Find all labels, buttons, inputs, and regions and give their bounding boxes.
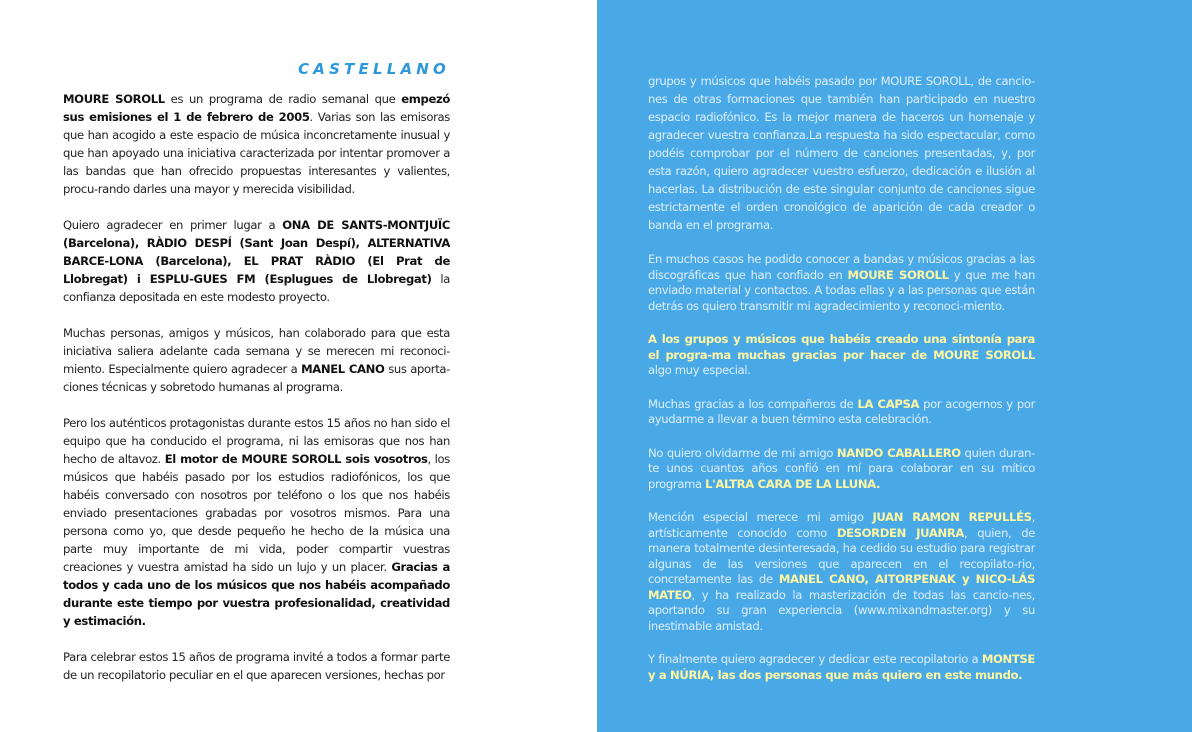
text-run: quien duran-te unos cuantos años confió en mí para colaborar en su mítico programa bbox=[648, 445, 1035, 491]
text-run: , quien, de manera totalmente desinteresada, ha cedido su estudio para registrar algunas de las versiones que aparecen en el recopilato-rio, concretamente las de bbox=[648, 525, 1035, 586]
paragraph bbox=[63, 648, 450, 684]
bold-run: Gracias a todos y cada uno de los músicos que nos habéis acompañado durante este tiempo por vuestra profesionalidad, creatividad y estimación. bbox=[63, 560, 450, 628]
bold-run: MANEL CANO, AITORPENAK y NICO-LÁS MATEO bbox=[648, 572, 1035, 602]
right-text-column bbox=[648, 72, 1035, 701]
text-run: En muchos casos he podido conocer a bandas y músicos gracias a las discográficas que han confiado en bbox=[648, 252, 1035, 282]
bold-run: L'ALTRA CARA DE LA LLUNA. bbox=[705, 476, 881, 491]
paragraph bbox=[648, 652, 1035, 683]
bold-run: ONA DE SANTS-MONTJUÏC (Barcelona), RÀDIO DESPÍ (Sant Joan Despí), ALTERNATIVA BARCE-LONA (Barcelona), EL PRAT RÀDIO (El Prat de Llobregat) i ESPLU-GUES FM (Esplugues de Llobregat) bbox=[63, 218, 451, 286]
paragraph bbox=[63, 90, 450, 198]
paragraph bbox=[63, 216, 450, 306]
text-run: algo muy especial. bbox=[648, 363, 751, 377]
text-run: la confianza depositada en este modesto proyecto. bbox=[63, 272, 450, 304]
paragraph bbox=[648, 446, 1035, 493]
text-run: y que me han enviado material y contactos. A todas ellas y a las personas que están detrás os quiero transmitir mi agradecimiento y reconoci-miento. bbox=[648, 267, 1036, 313]
text-run: . Varias son las emisoras que han acogido a este espacio de música inconcretamente inusual y que han apoyado una iniciativa caracterizada por intentar promover a las bandas que han ofrecido propuestas interesantes y valientes, procu-rando darles una mayor y merecida visibilidad. bbox=[63, 110, 450, 196]
text-run: Y finalmente quiero agradecer y dedicar este recopilatorio a bbox=[648, 652, 982, 666]
bold-run: NANDO CABALLERO bbox=[836, 445, 961, 460]
text-run: sus aporta-ciones técnicas y sobretodo humanas al programa. bbox=[63, 362, 450, 394]
bold-run: empezó sus emisiones el 1 de febrero de 2005 bbox=[63, 92, 450, 124]
text-run: grupos y músicos que habéis pasado por MOURE SOROLL, de cancio-nes de otras formaciones que también han participado en nuestro espacio radiofónico. Es la mejor manera de haceros un homenaje y agradecer vuestra confianza.La respuesta ha sido espectacular, como podéis comprobar por el número de canciones presentadas, y, por esta razón, quiero agradecer vuestro esfuerzo, dedicación e ilusión al hacerlas. La distribución de este singular conjunto de canciones sigue estrictamente el orden cronológico de aparición de cada creador o banda en el programa. bbox=[648, 74, 1035, 232]
bold-run: MONTSE y a NÚRIA, las dos personas que más quiero en este mundo. bbox=[648, 652, 1035, 682]
bold-run: El motor de MOURE SOROLL sois vosotros bbox=[164, 452, 428, 466]
paragraph bbox=[63, 414, 450, 630]
paragraph bbox=[648, 252, 1035, 314]
paragraph bbox=[648, 397, 1035, 428]
text-run: Muchas personas, amigos y músicos, han colaborado para que esta iniciativa saliera adelante cada semana y se merecen mi reconoci-miento. Especialmente quiero agradecer a bbox=[63, 326, 450, 376]
text-run: Para celebrar estos 15 años de programa invité a todos a formar parte de un recopilatorio peculiar en el que aparecen versiones, hechas por bbox=[63, 650, 450, 682]
paragraph bbox=[648, 332, 1035, 379]
text-run: es un programa de radio semanal que bbox=[164, 92, 402, 106]
text-run: Mención especial merece mi amigo bbox=[648, 510, 873, 524]
text-run: Quiero agradecer en primer lugar a bbox=[63, 218, 283, 232]
text-run: , y ha realizado la masterización de todas las cancio-nes, aportando su gran experiencia (www.mixandmaster.org) y su inestimable amistad. bbox=[648, 587, 1035, 633]
bold-run: A los grupos y músicos que habéis creado una sintonía para el progra-ma muchas gracias por hacer de MOURE SOROLL bbox=[648, 332, 1035, 362]
section-heading: CASTELLANO bbox=[298, 60, 450, 78]
bold-run: LA CAPSA bbox=[857, 396, 920, 411]
text-run: Muchas gracias a los compañeros de bbox=[648, 396, 858, 411]
paragraph bbox=[648, 72, 1035, 234]
text-run: , los músicos que habéis pasado por los estudios radiofónicos, los que habéis conversado con nosotros por teléfono o los que nos habéis enviado presentaciones grabadas por vosotros mismos. Para una persona como yo, que desde pequeño he hecho de la música una parte muy importante de mi vida, poder compartir vuestras creaciones y vuestra amistad ha sido un lujo y un placer. bbox=[63, 452, 450, 574]
text-run: Pero los auténticos protagonistas durante estos 15 años no han sido el equipo que ha conducido el programa, ni las emisoras que nos han hecho de altavoz. bbox=[63, 416, 450, 466]
paragraph bbox=[63, 324, 450, 396]
text-run: No quiero olvidarme de mi amigo bbox=[648, 445, 837, 460]
left-text-column bbox=[63, 90, 450, 702]
text-run: , artísticamente conocido como bbox=[648, 510, 1035, 540]
bold-run: MANEL CANO bbox=[301, 362, 385, 376]
bold-run: MOURE SOROLL bbox=[847, 267, 949, 282]
paragraph bbox=[648, 510, 1035, 634]
bold-run: MOURE SOROLL bbox=[63, 92, 165, 106]
bold-run: DESORDEN JUANRA bbox=[836, 525, 965, 540]
bold-run: JUAN RAMON REPULLÉS bbox=[872, 510, 1032, 524]
text-run: por acogernos y por ayudarme a llevar a buen término esta celebración. bbox=[648, 396, 1035, 426]
